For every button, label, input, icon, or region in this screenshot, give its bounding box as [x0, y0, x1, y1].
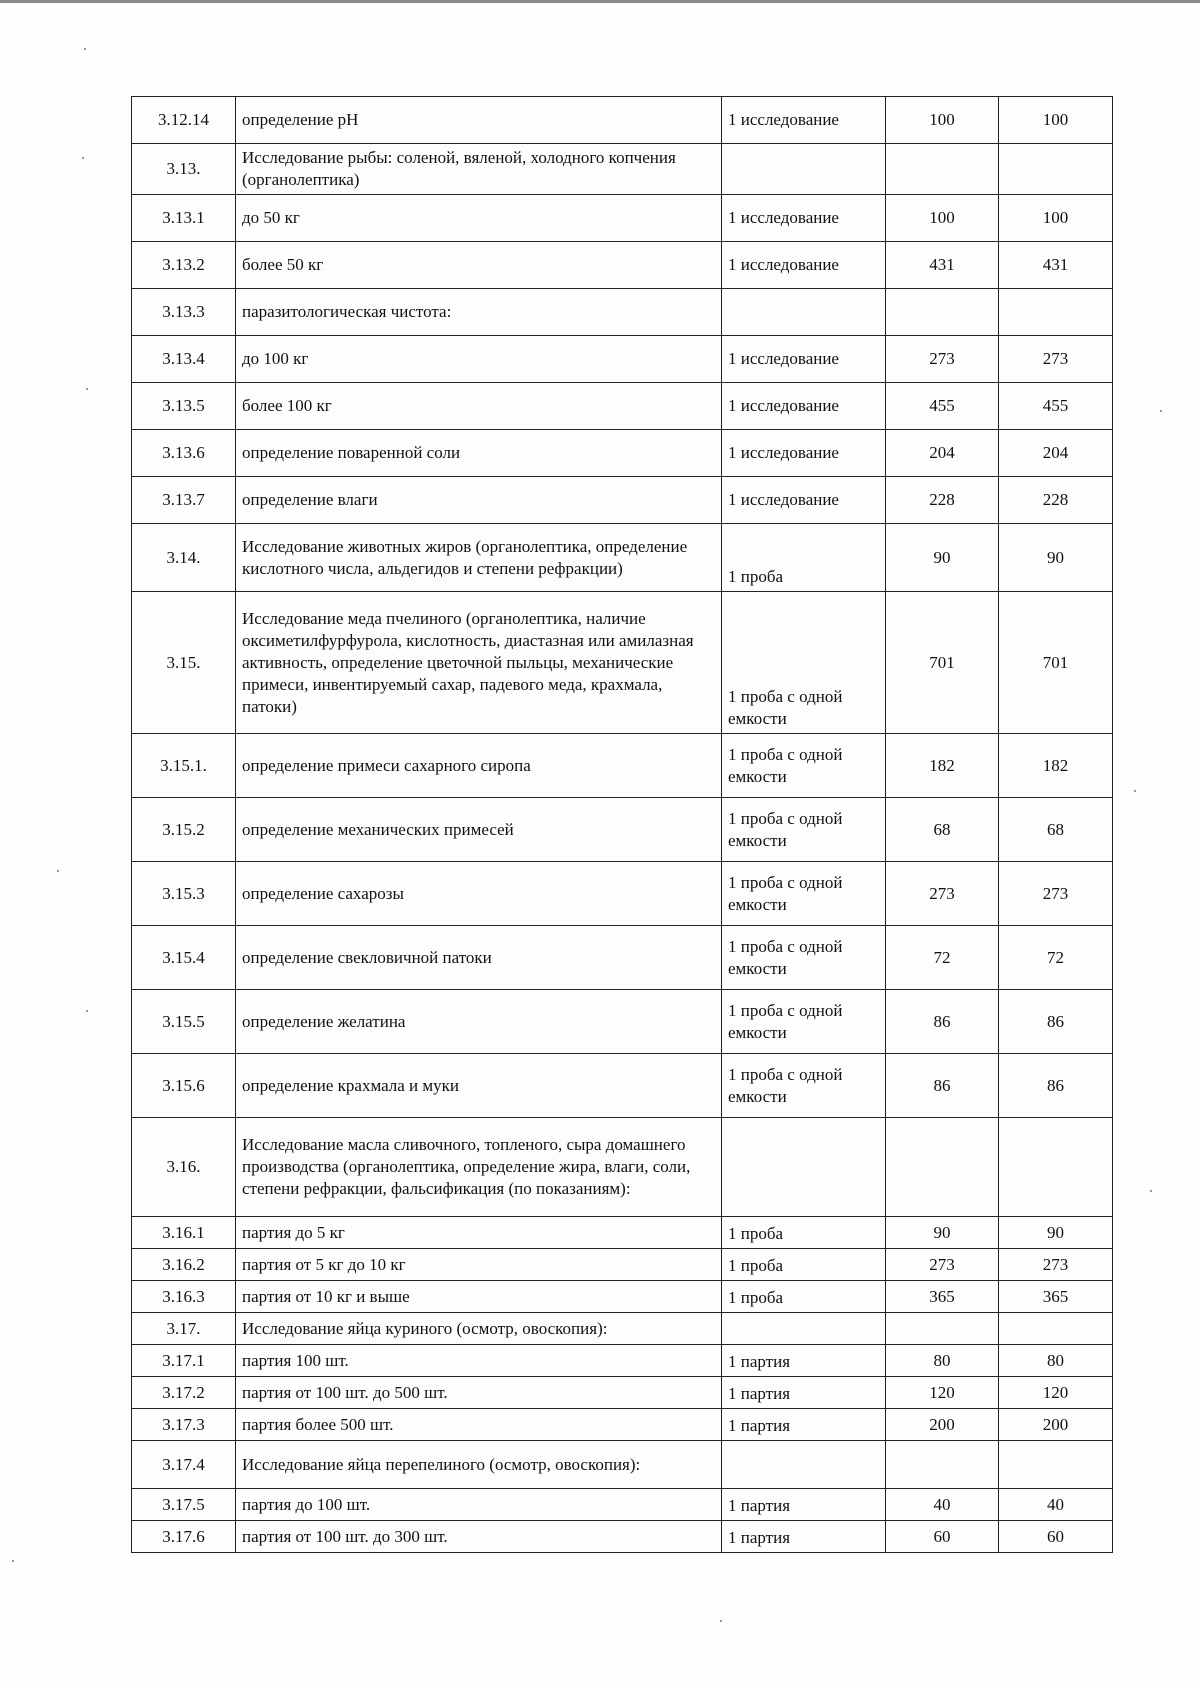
price-value: 120	[886, 1377, 999, 1409]
service-unit: 1 проба с одной емкости	[722, 926, 886, 990]
service-code: 3.12.14	[132, 97, 236, 144]
price-value: 80	[999, 1345, 1113, 1377]
service-code: 3.17.	[132, 1313, 236, 1345]
service-name: партия от 10 кг и выше	[236, 1281, 722, 1313]
table-row	[132, 592, 1113, 734]
service-name: определение pH	[236, 97, 722, 144]
scan-top-edge	[0, 0, 1200, 3]
service-name: более 100 кг	[236, 383, 722, 430]
price-value: 228	[886, 477, 999, 524]
price-value: 40	[886, 1489, 999, 1521]
service-code: 3.15.1.	[132, 734, 236, 798]
service-unit	[722, 289, 886, 336]
price-value: 273	[886, 1249, 999, 1281]
price-value: 90	[886, 524, 999, 592]
price-value: 60	[886, 1521, 999, 1553]
price-value: 100	[886, 195, 999, 242]
table-row	[132, 1377, 1113, 1409]
price-value	[999, 1441, 1113, 1489]
service-unit: 1 исследование	[722, 477, 886, 524]
service-name: определение желатина	[236, 990, 722, 1054]
service-unit: 1 исследование	[722, 336, 886, 383]
service-name: партия 100 шт.	[236, 1345, 722, 1377]
table-row	[132, 1217, 1113, 1249]
price-value: 273	[999, 336, 1113, 383]
service-code: 3.15.6	[132, 1054, 236, 1118]
table-row	[132, 990, 1113, 1054]
table-row	[132, 734, 1113, 798]
table-row	[132, 1281, 1113, 1313]
service-name: партия от 100 шт. до 300 шт.	[236, 1521, 722, 1553]
service-unit	[722, 1313, 886, 1345]
service-unit: 1 исследование	[722, 242, 886, 289]
price-value: 60	[999, 1521, 1113, 1553]
price-value: 455	[999, 383, 1113, 430]
price-value: 455	[886, 383, 999, 430]
price-value	[999, 1313, 1113, 1345]
service-code: 3.17.3	[132, 1409, 236, 1441]
service-code: 3.13.2	[132, 242, 236, 289]
service-code: 3.15.5	[132, 990, 236, 1054]
service-name: до 50 кг	[236, 195, 722, 242]
price-value: 86	[886, 990, 999, 1054]
service-name: партия от 5 кг до 10 кг	[236, 1249, 722, 1281]
price-value: 273	[886, 862, 999, 926]
service-name: определение влаги	[236, 477, 722, 524]
price-value: 273	[999, 862, 1113, 926]
service-code: 3.15.4	[132, 926, 236, 990]
price-value: 204	[886, 430, 999, 477]
price-value: 228	[999, 477, 1113, 524]
price-value: 100	[886, 97, 999, 144]
service-name: определение крахмала и муки	[236, 1054, 722, 1118]
service-unit: 1 исследование	[722, 195, 886, 242]
service-code: 3.13.1	[132, 195, 236, 242]
table-row	[132, 1521, 1113, 1553]
price-value	[886, 1313, 999, 1345]
price-value: 365	[999, 1281, 1113, 1313]
service-name: более 50 кг	[236, 242, 722, 289]
service-code: 3.13.7	[132, 477, 236, 524]
service-unit: 1 партия	[722, 1377, 886, 1409]
service-unit: 1 проба с одной емкости	[722, 734, 886, 798]
price-value: 120	[999, 1377, 1113, 1409]
service-unit: 1 исследование	[722, 430, 886, 477]
price-value: 90	[886, 1217, 999, 1249]
price-value: 86	[886, 1054, 999, 1118]
price-value: 431	[886, 242, 999, 289]
service-code: 3.17.5	[132, 1489, 236, 1521]
price-table	[131, 96, 1113, 1553]
table-row	[132, 524, 1113, 592]
table-row	[132, 1441, 1113, 1489]
service-unit: 1 проба с одной емкости	[722, 990, 886, 1054]
service-name: определение механических примесей	[236, 798, 722, 862]
price-value: 100	[999, 195, 1113, 242]
service-unit	[722, 144, 886, 195]
price-value: 100	[999, 97, 1113, 144]
table-row	[132, 144, 1113, 195]
price-value: 273	[999, 1249, 1113, 1281]
service-code: 3.17.2	[132, 1377, 236, 1409]
price-value: 86	[999, 990, 1113, 1054]
table-row	[132, 430, 1113, 477]
service-code: 3.17.4	[132, 1441, 236, 1489]
scan-speck	[1150, 1190, 1152, 1192]
table-row	[132, 195, 1113, 242]
price-value	[886, 144, 999, 195]
scan-speck	[82, 157, 84, 159]
service-unit: 1 проба	[722, 524, 886, 592]
price-value: 182	[886, 734, 999, 798]
scan-speck	[720, 1620, 722, 1622]
scan-speck	[1160, 410, 1162, 412]
service-name: партия более 500 шт.	[236, 1409, 722, 1441]
section-heading: Исследование яйца перепелиного (осмотр, овоскопия):	[236, 1441, 722, 1489]
service-unit: 1 партия	[722, 1489, 886, 1521]
service-unit: 1 проба с одной емкости	[722, 798, 886, 862]
price-value	[886, 1118, 999, 1217]
scan-speck	[12, 1560, 14, 1562]
price-value	[999, 144, 1113, 195]
service-name: определение сахарозы	[236, 862, 722, 926]
service-unit: 1 партия	[722, 1409, 886, 1441]
price-value: 200	[886, 1409, 999, 1441]
section-heading: паразитологическая чистота:	[236, 289, 722, 336]
table-row	[132, 1118, 1113, 1217]
price-value: 701	[886, 592, 999, 734]
table-row	[132, 242, 1113, 289]
table-row	[132, 1409, 1113, 1441]
price-value: 68	[999, 798, 1113, 862]
service-unit	[722, 1441, 886, 1489]
price-value: 40	[999, 1489, 1113, 1521]
service-code: 3.15.	[132, 592, 236, 734]
table-row	[132, 289, 1113, 336]
service-code: 3.16.1	[132, 1217, 236, 1249]
service-code: 3.17.1	[132, 1345, 236, 1377]
service-unit: 1 проба	[722, 1281, 886, 1313]
price-value: 80	[886, 1345, 999, 1377]
service-code: 3.13.	[132, 144, 236, 195]
price-value: 273	[886, 336, 999, 383]
section-heading: Исследование животных жиров (органолептика, определение кислотного числа, альдегидов и степени рефракции)	[236, 524, 722, 592]
service-unit: 1 проба с одной емкости	[722, 1054, 886, 1118]
price-value: 200	[999, 1409, 1113, 1441]
service-unit	[722, 1118, 886, 1217]
price-value: 204	[999, 430, 1113, 477]
service-code: 3.16.3	[132, 1281, 236, 1313]
table-row	[132, 798, 1113, 862]
price-value: 90	[999, 524, 1113, 592]
price-value	[999, 289, 1113, 336]
service-unit: 1 проба	[722, 1249, 886, 1281]
service-name: до 100 кг	[236, 336, 722, 383]
table-row	[132, 1313, 1113, 1345]
scan-speck	[84, 48, 86, 50]
price-value	[886, 1441, 999, 1489]
table-row	[132, 1345, 1113, 1377]
service-unit: 1 проба	[722, 1217, 886, 1249]
section-heading: Исследование меда пчелиного (органолептика, наличие оксиметилфурфурола, кислотность, диастазная или амилазная активность, определение цветочной пыльцы, механические примеси, инвентируемый сахар, падевого меда, крахмала, патоки)	[236, 592, 722, 734]
service-code: 3.13.4	[132, 336, 236, 383]
section-heading: Исследование масла сливочного, топленого, сыра домашнего производства (органолептика, определение жира, влаги, соли, степени рефракции, фальсификация (по показаниям):	[236, 1118, 722, 1217]
service-code: 3.15.3	[132, 862, 236, 926]
service-code: 3.16.	[132, 1118, 236, 1217]
service-code: 3.13.5	[132, 383, 236, 430]
section-heading: Исследование яйца куриного (осмотр, овоскопия):	[236, 1313, 722, 1345]
table-row	[132, 1054, 1113, 1118]
price-value	[999, 1118, 1113, 1217]
service-name: определение примеси сахарного сиропа	[236, 734, 722, 798]
service-name: партия до 100 шт.	[236, 1489, 722, 1521]
price-value: 86	[999, 1054, 1113, 1118]
price-value: 701	[999, 592, 1113, 734]
service-unit: 1 проба с одной емкости	[722, 592, 886, 734]
service-code: 3.15.2	[132, 798, 236, 862]
table-row	[132, 477, 1113, 524]
service-code: 3.16.2	[132, 1249, 236, 1281]
scan-speck	[86, 1010, 88, 1012]
table-row	[132, 926, 1113, 990]
price-value: 72	[886, 926, 999, 990]
service-code: 3.17.6	[132, 1521, 236, 1553]
service-unit: 1 проба с одной емкости	[722, 862, 886, 926]
service-unit: 1 партия	[722, 1521, 886, 1553]
scan-speck	[1134, 790, 1136, 792]
service-name: определение свекловичной патоки	[236, 926, 722, 990]
table-row	[132, 383, 1113, 430]
section-heading: Исследование рыбы: соленой, вяленой, холодного копчения (органолептика)	[236, 144, 722, 195]
service-code: 3.14.	[132, 524, 236, 592]
service-unit: 1 исследование	[722, 97, 886, 144]
service-unit: 1 партия	[722, 1345, 886, 1377]
table-row	[132, 862, 1113, 926]
service-name: определение поваренной соли	[236, 430, 722, 477]
price-value: 68	[886, 798, 999, 862]
price-value: 431	[999, 242, 1113, 289]
service-code: 3.13.3	[132, 289, 236, 336]
service-name: партия до 5 кг	[236, 1217, 722, 1249]
price-value: 365	[886, 1281, 999, 1313]
service-unit: 1 исследование	[722, 383, 886, 430]
service-code: 3.13.6	[132, 430, 236, 477]
price-value: 90	[999, 1217, 1113, 1249]
service-name: партия от 100 шт. до 500 шт.	[236, 1377, 722, 1409]
table-row	[132, 336, 1113, 383]
price-value: 72	[999, 926, 1113, 990]
price-value	[886, 289, 999, 336]
scan-speck	[86, 388, 88, 390]
table-row	[132, 1489, 1113, 1521]
table-row	[132, 1249, 1113, 1281]
price-value: 182	[999, 734, 1113, 798]
table-row	[132, 97, 1113, 144]
scan-speck	[57, 870, 59, 872]
